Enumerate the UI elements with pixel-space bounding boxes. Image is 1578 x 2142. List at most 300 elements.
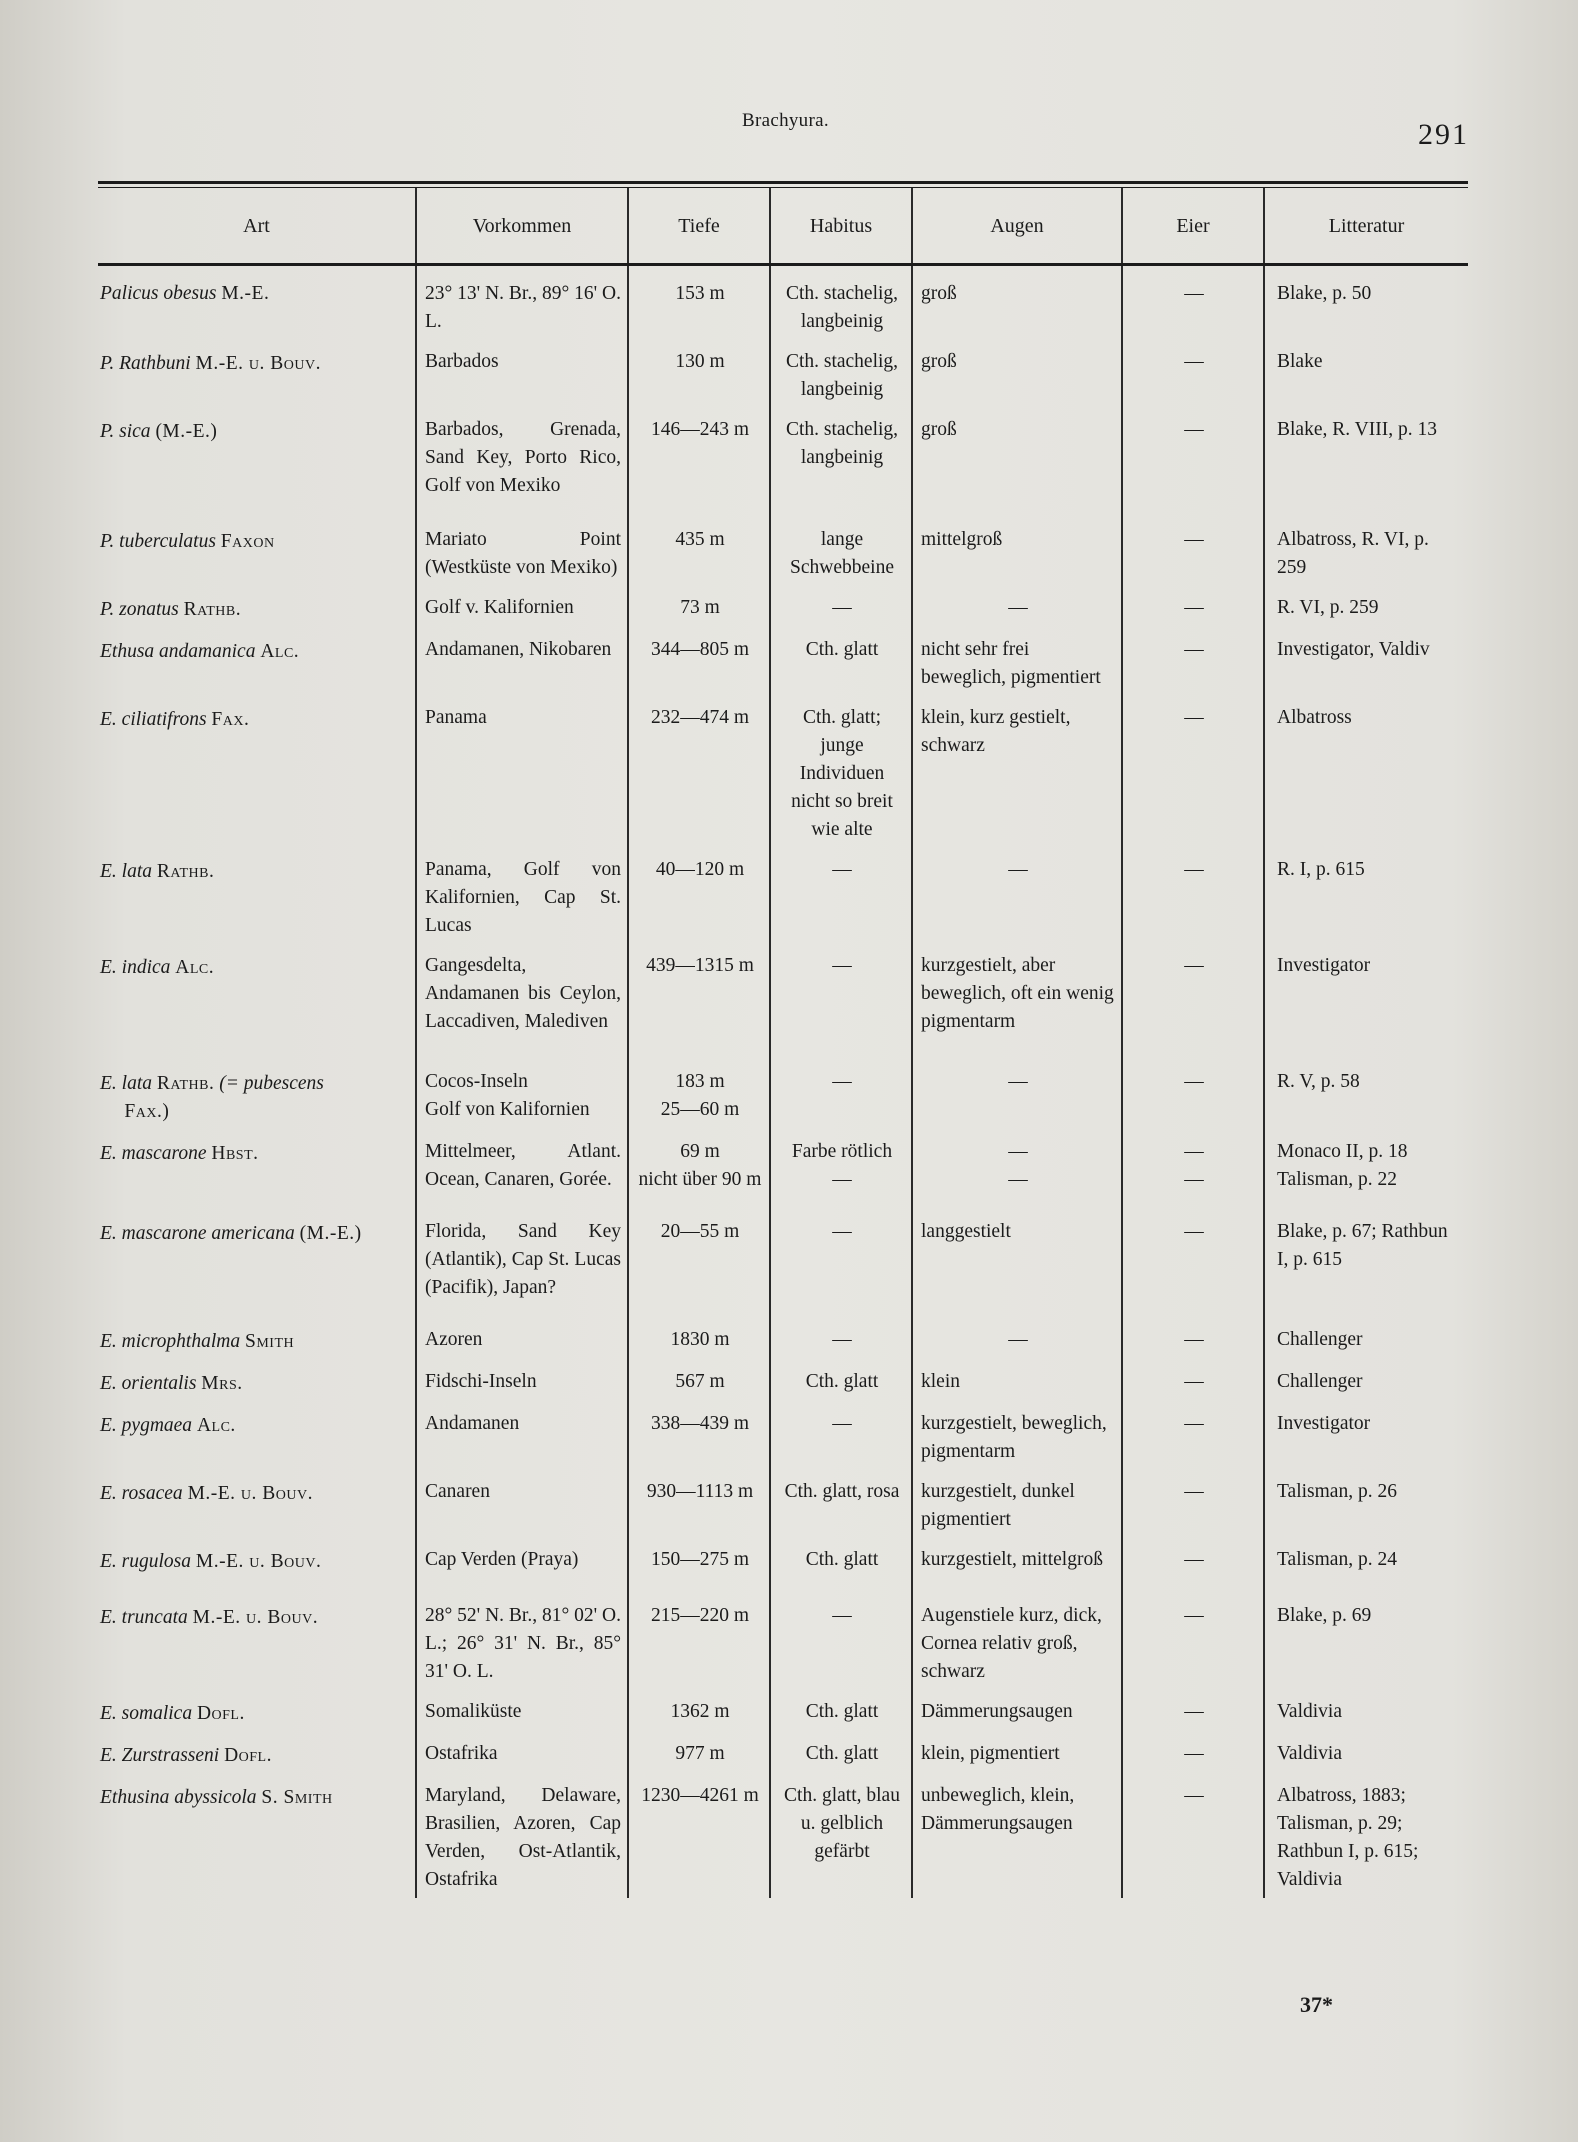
tiefe-text: 215—220 m (650, 1605, 750, 1626)
vorkommen-text: Ostafrika (425, 1743, 498, 1764)
tiefe-text: 150—275 m (650, 1549, 750, 1570)
cell-tiefe (628, 1594, 770, 1690)
litteratur-text: Talisman, p. 26 (1277, 1481, 1397, 1502)
species-note-author: Fax.) (124, 1101, 170, 1122)
species-name: E. pygmaea (100, 1415, 193, 1436)
cell-tiefe (628, 1538, 770, 1594)
cell-art (98, 1594, 416, 1690)
cell-litteratur (1264, 1210, 1468, 1318)
cell-art (98, 340, 416, 408)
cell-eier (1122, 1594, 1264, 1690)
cell-art (98, 1360, 416, 1402)
cell-tiefe (628, 1402, 770, 1470)
vorkommen-text: Barbados (425, 351, 499, 372)
cell-art (98, 1538, 416, 1594)
species-name: P. sica (100, 421, 151, 442)
cell-eier (1122, 340, 1264, 408)
cell-eier (1122, 944, 1264, 1060)
cell-litteratur (1264, 265, 1468, 341)
eier-text: — (1184, 1141, 1204, 1162)
tiefe-text: 73 m (680, 597, 720, 618)
cell-habitus (770, 1060, 912, 1130)
vorkommen-text: Azoren (425, 1329, 483, 1350)
cell-augen (912, 1210, 1122, 1318)
cell-habitus (770, 1402, 912, 1470)
column-header-augen: Augen (912, 188, 1122, 265)
tiefe-text: 1362 m (670, 1701, 730, 1722)
cell-vorkommen (416, 1594, 628, 1690)
species-author: Mrs. (201, 1373, 243, 1394)
cell-augen (912, 848, 1122, 944)
cell-habitus (770, 408, 912, 518)
litteratur-text: Valdivia (1277, 1743, 1342, 1764)
tiefe-text: 232—474 m (650, 707, 750, 728)
cell-augen (912, 265, 1122, 341)
cell-litteratur (1264, 1130, 1468, 1210)
cell-litteratur (1264, 944, 1468, 1060)
species-name: Palicus obesus (100, 283, 217, 304)
table-row (98, 1360, 1468, 1402)
habitus-text: Cth. glatt (805, 639, 879, 660)
column-header-tiefe: Tiefe (628, 188, 770, 265)
species-name: E. somalica (100, 1703, 193, 1724)
habitus-text: — (832, 1605, 852, 1626)
cell-tiefe (628, 408, 770, 518)
vorkommen-text: Maryland, Delaware, Brasilien, Azoren, Cap Verden, Ost-Atlantik, Ostafrika (425, 1785, 621, 1890)
augen-text: — (1008, 1329, 1028, 1350)
tiefe-text: 435 m (675, 529, 725, 550)
habitus-text: Cth. stachelig, langbeinig (785, 351, 899, 400)
table-row (98, 1774, 1468, 1898)
cell-art (98, 696, 416, 848)
cell-augen (912, 1470, 1122, 1538)
vorkommen-text: Panama, Golf von Kalifornien, Cap St. Lucas (425, 859, 621, 936)
cell-habitus (770, 340, 912, 408)
habitus-text: — (832, 955, 852, 976)
cell-augen (912, 1318, 1122, 1360)
cell-augen (912, 340, 1122, 408)
eier-text: — (1184, 597, 1204, 618)
litteratur-text: Challenger (1277, 1371, 1363, 1392)
species-name: E. indica (100, 957, 171, 978)
tiefe-text: 567 m (675, 1371, 725, 1392)
cell-habitus (770, 265, 912, 341)
table-row (98, 1538, 1468, 1594)
cell-litteratur (1264, 1538, 1468, 1594)
litteratur-text-2: Talisman, p. 22 (1277, 1169, 1397, 1190)
cell-litteratur (1264, 848, 1468, 944)
tiefe-text: 40—120 m (655, 859, 745, 880)
eier-text: — (1184, 351, 1204, 372)
cell-augen (912, 1594, 1122, 1690)
habitus-text: — (832, 1071, 852, 1092)
cell-augen (912, 1774, 1122, 1898)
species-author: Rathb. (183, 599, 242, 620)
species-name: E. rosacea (100, 1483, 183, 1504)
cell-augen (912, 1130, 1122, 1210)
cell-eier (1122, 408, 1264, 518)
augen-text: — (1008, 1141, 1028, 1162)
cell-litteratur (1264, 1690, 1468, 1732)
litteratur-text: Blake, p. 67; Rathbun I, p. 615 (1277, 1221, 1448, 1270)
litteratur-text: Investigator, Valdiv (1277, 639, 1430, 660)
cell-augen (912, 518, 1122, 586)
tiefe-text: 977 m (675, 1743, 725, 1764)
eier-text-2: — (1184, 1169, 1204, 1190)
cell-eier (1122, 1210, 1264, 1318)
table-row (98, 696, 1468, 848)
species-author: Dofl. (196, 1703, 245, 1724)
cell-tiefe (628, 1060, 770, 1130)
species-author: M.-E. u. Bouv. (195, 1551, 322, 1572)
vorkommen-text: Florida, Sand Key (Atlantik), Cap St. Lucas (Pacifik), Japan? (425, 1221, 621, 1298)
cell-vorkommen (416, 408, 628, 518)
litteratur-text: Albatross (1277, 707, 1352, 728)
running-title: Brachyura. (742, 110, 829, 131)
eier-text: — (1184, 1371, 1204, 1392)
cell-augen (912, 1732, 1122, 1774)
species-author: Alc. (175, 957, 215, 978)
table-row (98, 518, 1468, 586)
litteratur-text: Investigator (1277, 1413, 1371, 1434)
cell-art (98, 586, 416, 628)
cell-art (98, 265, 416, 341)
species-name: P. zonatus (100, 599, 179, 620)
cell-vorkommen (416, 628, 628, 696)
table-header-row (98, 188, 1468, 265)
cell-vorkommen (416, 696, 628, 848)
tiefe-text: 1230—4261 m (641, 1785, 759, 1806)
cell-eier (1122, 1130, 1264, 1210)
eier-text: — (1184, 639, 1204, 660)
cell-habitus (770, 1774, 912, 1898)
species-name: E. mascarone americana (100, 1223, 295, 1244)
table-row (98, 1470, 1468, 1538)
cell-tiefe (628, 1690, 770, 1732)
cell-augen (912, 1538, 1122, 1594)
habitus-text: Cth. stachelig, langbeinig (785, 419, 899, 468)
species-author: Dofl. (224, 1745, 272, 1766)
augen-text: langgestielt (921, 1221, 1011, 1242)
cell-augen (912, 628, 1122, 696)
column-header-litteratur: Litteratur (1264, 188, 1468, 265)
litteratur-text: Monaco II, p. 18 (1277, 1141, 1408, 1162)
table-row (98, 265, 1468, 341)
table-row (98, 1060, 1468, 1130)
litteratur-text: Challenger (1277, 1329, 1363, 1350)
augen-text: kurzgestielt, aber beweglich, oft ein wenig pigmentarm (921, 955, 1114, 1032)
table-row (98, 628, 1468, 696)
cell-habitus (770, 1470, 912, 1538)
litteratur-text: Investigator (1277, 955, 1371, 976)
cell-litteratur (1264, 1774, 1468, 1898)
species-name: E. microphthalma (100, 1331, 241, 1352)
augen-text: kurzgestielt, beweglich, pigmentarm (921, 1413, 1107, 1462)
augen-text: klein (921, 1371, 960, 1392)
table-row (98, 848, 1468, 944)
cell-art (98, 1732, 416, 1774)
habitus-text: — (832, 597, 852, 618)
cell-tiefe (628, 518, 770, 586)
cell-habitus (770, 1594, 912, 1690)
cell-tiefe (628, 848, 770, 944)
augen-text: nicht sehr frei beweglich, pigmentiert (921, 639, 1101, 688)
cell-eier (1122, 1732, 1264, 1774)
species-author: M.-E. (221, 283, 270, 304)
augen-text: groß (921, 419, 957, 440)
cell-vorkommen (416, 1774, 628, 1898)
vorkommen-text: Andamanen (425, 1413, 520, 1434)
tiefe-text: 183 m (675, 1071, 725, 1092)
cell-vorkommen (416, 1538, 628, 1594)
cell-habitus (770, 1538, 912, 1594)
eier-text: — (1184, 1481, 1204, 1502)
litteratur-text: R. V, p. 58 (1277, 1071, 1360, 1092)
cell-art (98, 1060, 416, 1130)
species-table (98, 188, 1468, 1898)
cell-eier (1122, 265, 1264, 341)
cell-vorkommen (416, 1360, 628, 1402)
cell-litteratur (1264, 1360, 1468, 1402)
cell-litteratur (1264, 628, 1468, 696)
cell-vorkommen (416, 1470, 628, 1538)
cell-habitus (770, 1210, 912, 1318)
cell-litteratur (1264, 1402, 1468, 1470)
cell-habitus (770, 944, 912, 1060)
eier-text: — (1184, 1413, 1204, 1434)
cell-eier (1122, 1060, 1264, 1130)
cell-art (98, 1690, 416, 1732)
cell-litteratur (1264, 696, 1468, 848)
habitus-text: lange Schwebbeine (790, 529, 894, 578)
habitus-text: Cth. glatt, rosa (784, 1481, 900, 1502)
cell-litteratur (1264, 1318, 1468, 1360)
cell-eier (1122, 628, 1264, 696)
cell-vorkommen (416, 340, 628, 408)
eier-text: — (1184, 283, 1204, 304)
cell-habitus (770, 1732, 912, 1774)
litteratur-text: Albatross, R. VI, p. 259 (1277, 529, 1429, 578)
habitus-text: Cth. stachelig, langbeinig (785, 283, 899, 332)
species-name: E. ciliatifrons (100, 709, 207, 730)
species-name: E. truncata (100, 1607, 188, 1628)
cell-art (98, 1402, 416, 1470)
eier-text: — (1184, 1743, 1204, 1764)
cell-eier (1122, 518, 1264, 586)
vorkommen-text: Fidschi-Inseln (425, 1371, 537, 1392)
species-name: P. tuberculatus (100, 531, 216, 552)
cell-litteratur (1264, 1594, 1468, 1690)
table-row (98, 586, 1468, 628)
table-row (98, 1594, 1468, 1690)
cell-habitus (770, 518, 912, 586)
table-row (98, 340, 1468, 408)
cell-art (98, 408, 416, 518)
augen-text: — (1008, 597, 1028, 618)
cell-litteratur (1264, 1470, 1468, 1538)
habitus-text: — (832, 1413, 852, 1434)
cell-litteratur (1264, 408, 1468, 518)
species-author: Hbst. (211, 1143, 259, 1164)
tiefe-text: 69 m (680, 1141, 720, 1162)
cell-art (98, 628, 416, 696)
vorkommen-text: Canaren (425, 1481, 490, 1502)
litteratur-text: R. VI, p. 259 (1277, 597, 1379, 618)
habitus-text: Cth. glatt (805, 1371, 879, 1392)
habitus-text: Cth. glatt, blau u. gelblich gefärbt (784, 1785, 900, 1862)
top-rule (98, 181, 1468, 184)
cell-litteratur (1264, 1060, 1468, 1130)
table-body (98, 265, 1468, 1899)
cell-augen (912, 408, 1122, 518)
cell-art (98, 1774, 416, 1898)
cell-eier (1122, 1470, 1264, 1538)
litteratur-text: Blake (1277, 351, 1323, 372)
vorkommen-text: Mariato Point (Westküste von Mexiko) (425, 529, 621, 578)
species-author: Faxon (220, 531, 275, 552)
species-author: Alc. (196, 1415, 236, 1436)
vorkommen-text: 23° 13' N. Br., 89° 16' O. L. (425, 283, 621, 332)
eier-text: — (1184, 1221, 1204, 1242)
table-row (98, 1690, 1468, 1732)
cell-tiefe (628, 1732, 770, 1774)
tiefe-text: 1830 m (670, 1329, 730, 1350)
cell-vorkommen (416, 1318, 628, 1360)
page-number: 291 (1418, 118, 1469, 151)
cell-vorkommen (416, 848, 628, 944)
cell-eier (1122, 1690, 1264, 1732)
species-name: E. lata (100, 1073, 152, 1094)
cell-augen (912, 696, 1122, 848)
column-header-habitus: Habitus (770, 188, 912, 265)
printer-signature: 37* (1300, 1992, 1333, 2017)
litteratur-text: Blake, p. 50 (1277, 283, 1372, 304)
cell-vorkommen (416, 1732, 628, 1774)
tiefe-text-2: nicht über 90 m (638, 1169, 762, 1190)
cell-habitus (770, 628, 912, 696)
tiefe-text: 338—439 m (650, 1413, 750, 1434)
litteratur-text: Blake, R. VIII, p. 13 (1277, 419, 1437, 440)
augen-text-2: — (1008, 1169, 1028, 1190)
cell-eier (1122, 848, 1264, 944)
cell-eier (1122, 1360, 1264, 1402)
litteratur-text: Albatross, 1883; Talisman, p. 29; Rathbun I, p. 615; Valdivia (1277, 1785, 1419, 1890)
augen-text: groß (921, 351, 957, 372)
column-header-art: Art (98, 188, 416, 265)
species-name: E. lata (100, 861, 152, 882)
species-author: Rathb. (156, 861, 215, 882)
cell-tiefe (628, 1210, 770, 1318)
vorkommen-text: Somaliküste (425, 1701, 522, 1722)
augen-text: kurzgestielt, mittelgroß (921, 1549, 1103, 1570)
cell-art (98, 518, 416, 586)
table-row (98, 1318, 1468, 1360)
augen-text: kurzgestielt, dunkel pigmentiert (921, 1481, 1075, 1530)
cell-vorkommen (416, 1402, 628, 1470)
eier-text: — (1184, 1549, 1204, 1570)
habitus-text: — (832, 1221, 852, 1242)
vorkommen-text: Golf v. Kalifornien (425, 597, 574, 618)
cell-vorkommen (416, 586, 628, 628)
species-author: Fax. (211, 709, 250, 730)
cell-vorkommen (416, 1690, 628, 1732)
cell-habitus (770, 696, 912, 848)
cell-augen (912, 1360, 1122, 1402)
cell-tiefe (628, 628, 770, 696)
species-name: E. mascarone (100, 1143, 207, 1164)
cell-vorkommen (416, 265, 628, 341)
eier-text: — (1184, 1605, 1204, 1626)
species-author: Smith (244, 1331, 295, 1352)
tiefe-text: 344—805 m (650, 639, 750, 660)
species-author: (M.-E.) (299, 1223, 362, 1244)
habitus-text: — (832, 1329, 852, 1350)
tiefe-text: 146—243 m (650, 419, 750, 440)
species-name: P. Rathbuni (100, 353, 191, 374)
cell-habitus (770, 848, 912, 944)
habitus-text: Cth. glatt; junge Individuen nicht so breit wie alte (791, 707, 893, 840)
augen-text: klein, kurz gestielt, schwarz (921, 707, 1071, 756)
augen-text: groß (921, 283, 957, 304)
cell-tiefe (628, 1360, 770, 1402)
vorkommen-text: Mittelmeer, Atlant. Ocean, Canaren, Gorée. (425, 1141, 621, 1190)
cell-eier (1122, 1402, 1264, 1470)
species-note: (= pubescens (219, 1073, 324, 1094)
cell-litteratur (1264, 340, 1468, 408)
vorkommen-text: Cap Verden (Praya) (425, 1549, 579, 1570)
eier-text: — (1184, 1329, 1204, 1350)
cell-tiefe (628, 1774, 770, 1898)
vorkommen-text: Gangesdelta, Andamanen bis Ceylon, Laccadiven, Malediven (425, 955, 621, 1032)
eier-text: — (1184, 1785, 1204, 1806)
tiefe-text-2: 25—60 m (660, 1099, 740, 1120)
eier-text: — (1184, 707, 1204, 728)
species-name: Ethusina abyssicola (100, 1787, 257, 1808)
augen-text: Augenstiele kurz, dick, Cornea relativ groß, schwarz (921, 1605, 1102, 1682)
species-author: Alc. (260, 641, 300, 662)
cell-augen (912, 1690, 1122, 1732)
eier-text: — (1184, 419, 1204, 440)
vorkommen-text: Cocos-Inseln (425, 1071, 528, 1092)
cell-eier (1122, 1318, 1264, 1360)
table-row (98, 1402, 1468, 1470)
tiefe-text: 153 m (675, 283, 725, 304)
vorkommen-text: Barbados, Grenada, Sand Key, Porto Rico, Golf von Mexiko (425, 419, 621, 496)
cell-eier (1122, 696, 1264, 848)
table-row (98, 408, 1468, 518)
tiefe-text: 130 m (675, 351, 725, 372)
table-row (98, 944, 1468, 1060)
cell-habitus (770, 1690, 912, 1732)
cell-litteratur (1264, 1732, 1468, 1774)
cell-vorkommen (416, 518, 628, 586)
eier-text: — (1184, 859, 1204, 880)
cell-art (98, 1318, 416, 1360)
litteratur-text: Blake, p. 69 (1277, 1605, 1372, 1626)
species-author: M.-E. u. Bouv. (192, 1607, 319, 1628)
augen-text: klein, pigmentiert (921, 1743, 1060, 1764)
column-header-eier: Eier (1122, 188, 1264, 265)
habitus-text: Cth. glatt (805, 1743, 879, 1764)
cell-tiefe (628, 340, 770, 408)
cell-augen (912, 944, 1122, 1060)
table-row (98, 1210, 1468, 1318)
species-name: E. Zurstrasseni (100, 1745, 220, 1766)
augen-text: — (1008, 1071, 1028, 1092)
cell-vorkommen (416, 1130, 628, 1210)
eier-text: — (1184, 955, 1204, 976)
habitus-text: Cth. glatt (805, 1701, 879, 1722)
